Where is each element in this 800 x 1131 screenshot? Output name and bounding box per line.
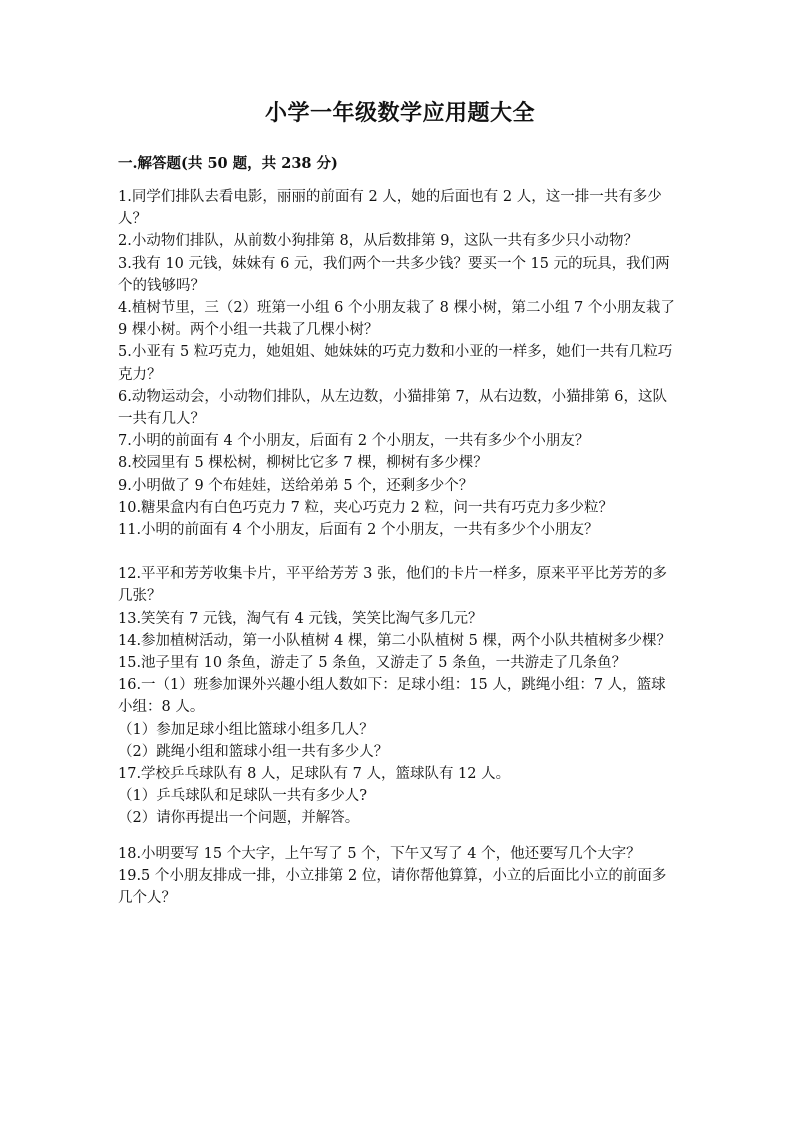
document-title: 小学一年级数学应用题大全 [264,100,535,126]
question-7: 7.小明的前面有 4 个小朋友，后面有 2 个小朋友，一共有多少个小朋友？ [118,433,590,450]
question-16-part-1: （1）参加足球小组比篮球小组多几人？ [118,721,374,738]
question-13: 13.笑笑有 7 元钱，淘气有 4 元钱，笑笑比淘气多几元？ [118,610,483,627]
question-17-part-2: （2）请你再提出一个问题，并解答。 [118,810,360,827]
question-1: 1.同学们排队去看电影，丽丽的前面有 2 人，她的后面也有 2 人，这一排一共有多少人？ [118,189,662,228]
question-18: 18.小明要写 15 个大字，上午写了 5 个，下午又写了 4 个，他还要写几个大字？ [118,845,641,862]
question-3: 3.我有 10 元钱，妹妹有 6 元，我们两个一共多少钱？要买一个 15 元的玩具，我们两个的钱够吗？ [118,255,670,294]
question-16-part-2: （2）跳绳小组和篮球小组一共有多少人？ [118,743,389,760]
section-heading: 一.解答题(共 50 题，共 238 分) [118,155,338,172]
question-10: 10.糖果盒内有白色巧克力 7 粒，夹心巧克力 2 粒，问一共有巧克力多少粒？ [118,499,613,516]
question-12: 12.平平和芳芳收集卡片，平平给芳芳 3 张，他们的卡片一样多，原来平平比芳芳的多几张？ [118,566,668,605]
question-2: 2.小动物们排队，从前数小狗排第 8，从后数排第 9，这队一共有多少只小动物？ [118,233,639,250]
question-8: 8.校园里有 5 棵松树，柳树比它多 7 棵，柳树有多少棵？ [118,455,488,472]
question-9: 9.小明做了 9 个布娃娃，送给弟弟 5 个，还剩多少个？ [118,477,474,494]
question-17-part-1: （1）乒乓球队和足球队一共有多少人? [118,788,367,805]
question-list [118,186,678,909]
question-11: 11.小明的前面有 4 个小朋友，后面有 2 个小朋友，一共有多少个小朋友？ [118,522,599,539]
question-17: 17.学校乒乓球队有 8 人，足球队有 7 人，篮球队有 12 人。 [118,766,511,783]
question-4: 4.植树节里，三（2）班第一小组 6 个小朋友栽了 8 棵小树，第二小组 7 个小朋友栽了 9 棵小树。两个小组一共栽了几棵小树？ [118,300,675,339]
question-16: 16.一（1）班参加课外兴趣小组人数如下：足球小组：15 人，跳绳小组：7 人，篮球小组：8 人。 [118,677,666,716]
question-5: 5.小亚有 5 粒巧克力，她姐姐、她妹妹的巧克力数和小亚的一样多，她们一共有几粒巧克力？ [118,344,673,383]
question-6: 6.动物运动会，小动物们排队，从左边数，小猫排第 7，从右边数，小猫排第 6，这队一共有几人？ [118,388,668,428]
question-14: 14.参加植树活动，第一小队植树 4 棵，第二小队植树 5 棵，两个小队共植树多少棵？ [118,632,671,649]
question-19: 19.5 个小朋友排成一排，小立排第 2 位，请你帮他算算，小立的后面比小立的前面多几个人？ [118,867,667,907]
question-15: 15.池子里有 10 条鱼，游走了 5 条鱼，又游走了 5 条鱼，一共游走了几条鱼？ [118,655,627,672]
